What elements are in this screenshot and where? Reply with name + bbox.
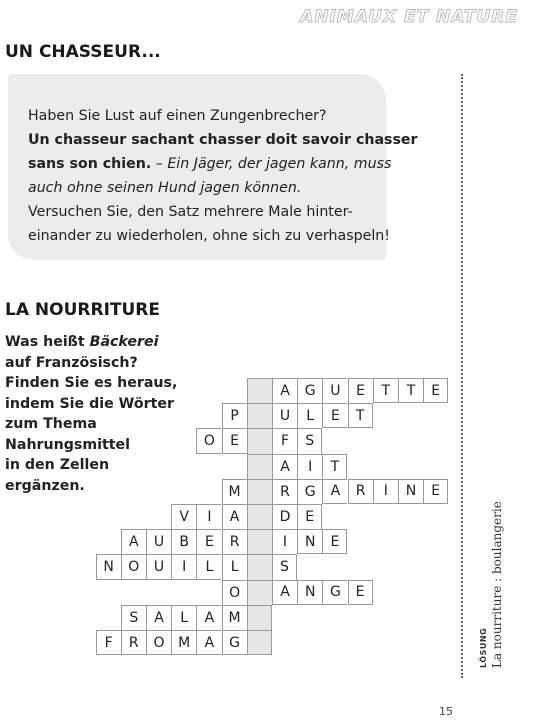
crossword-cell: F bbox=[272, 428, 297, 453]
question-line bbox=[5, 373, 177, 394]
crossword-cell: M bbox=[171, 630, 196, 655]
crossword-cell: A bbox=[272, 378, 297, 403]
tongue-twister-line bbox=[28, 200, 373, 224]
crossword-cell: A bbox=[222, 504, 247, 529]
question-run: ergänzen. bbox=[5, 477, 85, 494]
crossword-cell: A bbox=[196, 605, 221, 630]
question-run: Nahrungsmittel bbox=[5, 436, 131, 453]
crossword-cell: M bbox=[222, 605, 247, 630]
crossword-cell: N bbox=[96, 554, 121, 579]
crossword-cell: E bbox=[222, 428, 247, 453]
crossword-cell: U bbox=[146, 554, 171, 579]
tongue-twister-run: sans son chien. bbox=[28, 156, 152, 172]
crossword-cell: E bbox=[423, 479, 448, 504]
question-line bbox=[5, 435, 177, 456]
question-run: indem Sie die Wörter bbox=[5, 395, 174, 412]
crossword-cell: G bbox=[322, 580, 347, 605]
tongue-twister-line bbox=[28, 176, 373, 200]
tongue-twister-run: – Ein Jäger, der jagen kann, muss bbox=[151, 156, 392, 172]
tongue-twister-run: einander zu wiederholen, ohne sich zu verhaspeln! bbox=[28, 228, 390, 244]
question-run: Was heißt bbox=[5, 334, 90, 350]
tongue-twister-line bbox=[28, 152, 392, 176]
crossword-cell bbox=[247, 529, 272, 554]
question-line bbox=[5, 476, 177, 497]
crossword-cell: T bbox=[348, 403, 373, 428]
crossword-cell: O bbox=[196, 428, 221, 453]
crossword-cell: L bbox=[222, 554, 247, 579]
crossword-cell: U bbox=[146, 529, 171, 554]
crossword-cell bbox=[247, 403, 272, 428]
crossword-cell bbox=[247, 428, 272, 453]
puzzle-question bbox=[5, 332, 177, 496]
crossword-cell: E bbox=[196, 529, 221, 554]
crossword-cell: L bbox=[297, 403, 322, 428]
question-run: zum Thema bbox=[5, 416, 97, 432]
crossword-cell bbox=[247, 479, 272, 504]
crossword-cell: O bbox=[222, 580, 247, 605]
crossword-cell bbox=[247, 454, 272, 479]
crossword-cell: D bbox=[272, 504, 297, 529]
crossword-cell bbox=[247, 504, 272, 529]
crossword-cell: U bbox=[322, 378, 347, 403]
crossword-cell: R bbox=[348, 479, 373, 504]
crossword-cell: E bbox=[322, 403, 347, 428]
tongue-twister-line bbox=[28, 128, 418, 152]
crossword-cell bbox=[247, 554, 272, 579]
question-line bbox=[5, 394, 177, 415]
crossword-cell: A bbox=[272, 454, 297, 479]
crossword-cell: T bbox=[373, 378, 398, 403]
question-line bbox=[5, 414, 177, 435]
question-run: Finden Sie es heraus, bbox=[5, 375, 178, 391]
crossword-cell: R bbox=[121, 630, 146, 655]
crossword-cell: F bbox=[96, 630, 121, 655]
tongue-twister-run: auch ohne seinen Hund jagen können. bbox=[28, 180, 302, 196]
crossword-cell: I bbox=[272, 529, 297, 554]
question-run: auf Französisch? bbox=[5, 354, 138, 371]
crossword-cell bbox=[247, 605, 272, 630]
crossword-cell: I bbox=[171, 554, 196, 579]
crossword-cell: I bbox=[373, 479, 398, 504]
crossword-cell: G bbox=[297, 378, 322, 403]
crossword-cell: N bbox=[297, 580, 322, 605]
tongue-twister-line bbox=[28, 224, 390, 248]
crossword-cell: M bbox=[222, 479, 247, 504]
question-line bbox=[5, 332, 177, 353]
section-title-chasseur: UN CHASSEUR... bbox=[5, 42, 161, 62]
crossword-cell: E bbox=[348, 580, 373, 605]
crossword-cell: E bbox=[297, 504, 322, 529]
crossword-cell: R bbox=[272, 479, 297, 504]
tongue-twister-run: Un chasseur sachant chasser doit savoir chasser bbox=[28, 132, 418, 148]
crossword-cell: A bbox=[322, 479, 347, 504]
crossword-cell: I bbox=[297, 454, 322, 479]
page-number: 15 bbox=[439, 705, 453, 718]
crossword-cell: U bbox=[272, 403, 297, 428]
crossword-cell bbox=[247, 580, 272, 605]
crossword-cell: A bbox=[272, 580, 297, 605]
crossword-cell: P bbox=[222, 403, 247, 428]
crossword-cell: E bbox=[423, 378, 448, 403]
question-line bbox=[5, 455, 177, 476]
tongue-twister-line bbox=[28, 104, 373, 128]
dotted-divider bbox=[461, 74, 463, 678]
crossword-cell: O bbox=[121, 554, 146, 579]
crossword-cell: G bbox=[222, 630, 247, 655]
crossword-cell: A bbox=[196, 630, 221, 655]
solution-text: La nourriture : boulangerie bbox=[490, 501, 504, 668]
question-run: in den Zellen bbox=[5, 457, 110, 473]
crossword-cell: R bbox=[222, 529, 247, 554]
crossword-cell: L bbox=[196, 554, 221, 579]
crossword-cell bbox=[247, 630, 272, 655]
crossword-cell: B bbox=[171, 529, 196, 554]
section-title-nourriture: LA NOURRITURE bbox=[5, 300, 161, 320]
crossword-cell: I bbox=[196, 504, 221, 529]
crossword-cell: A bbox=[121, 529, 146, 554]
tongue-twister-run: Versuchen Sie, den Satz mehrere Male hinter- bbox=[28, 204, 353, 220]
question-line bbox=[5, 353, 177, 374]
crossword-cell: N bbox=[297, 529, 322, 554]
tongue-twister-text bbox=[28, 104, 418, 248]
crossword-cell: T bbox=[322, 454, 347, 479]
crossword-cell: T bbox=[398, 378, 423, 403]
solution-rotated bbox=[478, 501, 504, 668]
tongue-twister-run: Haben Sie Lust auf einen Zungenbrecher? bbox=[28, 108, 327, 124]
crossword-cell: E bbox=[322, 529, 347, 554]
crossword-cell: S bbox=[297, 428, 322, 453]
crossword-cell bbox=[247, 378, 272, 403]
crossword-cell: S bbox=[272, 554, 297, 579]
crossword-cell: V bbox=[171, 504, 196, 529]
crossword-cell: G bbox=[297, 479, 322, 504]
crossword-cell: N bbox=[398, 479, 423, 504]
crossword-cell: O bbox=[146, 630, 171, 655]
crossword-cell: A bbox=[146, 605, 171, 630]
crossword-cell: S bbox=[121, 605, 146, 630]
crossword-cell: L bbox=[171, 605, 196, 630]
section-header-tag: ANIMAUX ET NATURE bbox=[300, 7, 518, 27]
question-run: Bäckerei bbox=[89, 334, 159, 350]
crossword-cell: E bbox=[348, 378, 373, 403]
solution-label: LÖSUNG bbox=[479, 627, 488, 668]
